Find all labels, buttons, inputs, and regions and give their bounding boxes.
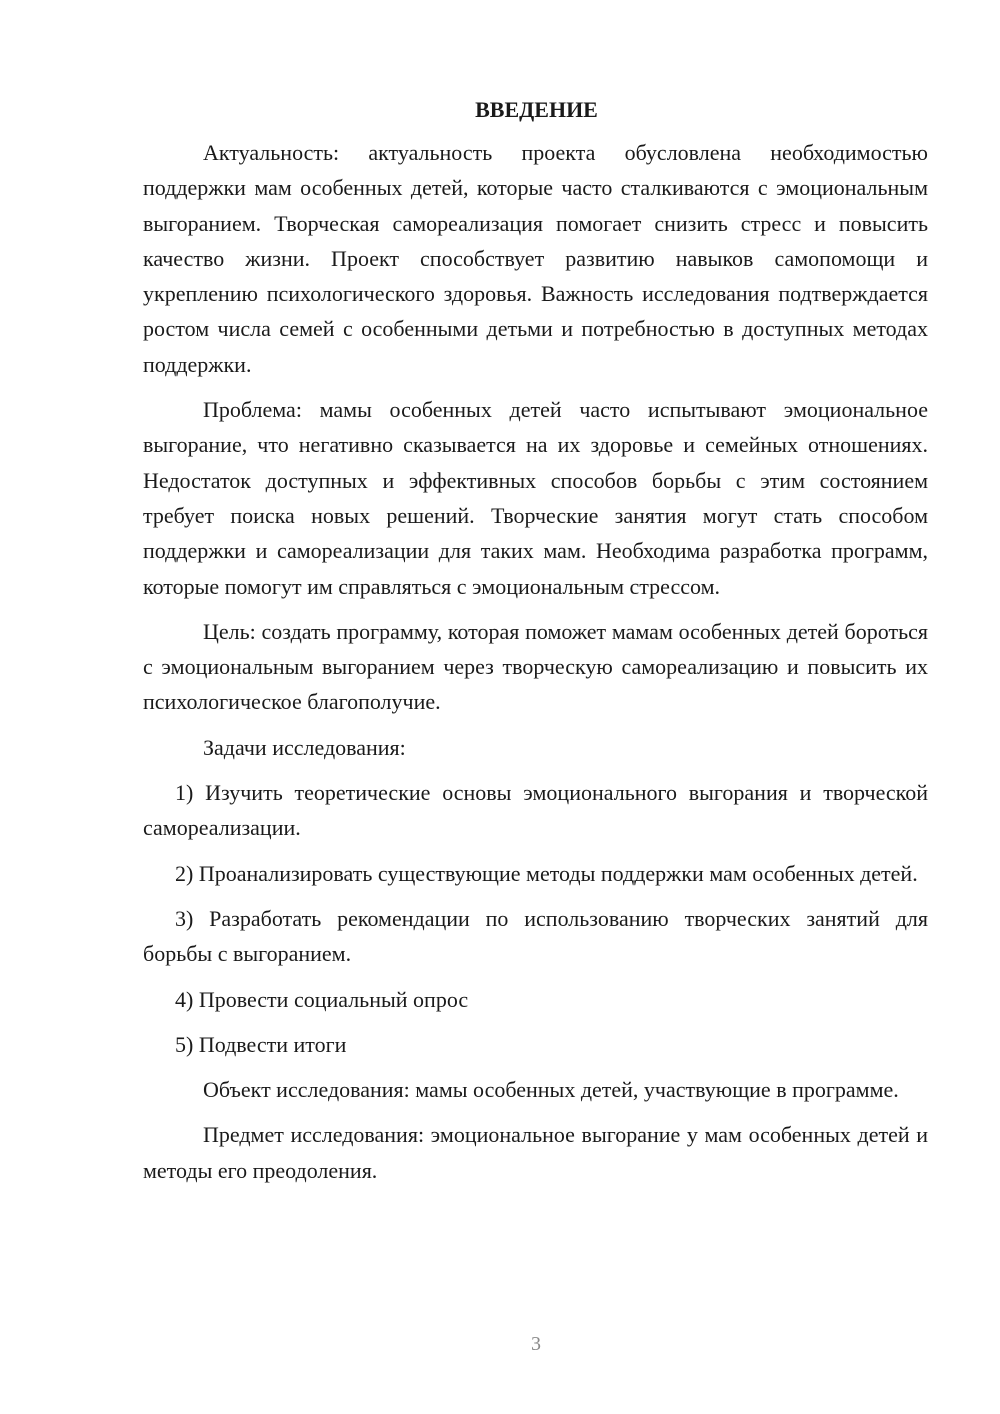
page-title: ВВЕДЕНИЕ [475, 97, 598, 122]
tasks-heading: Задачи исследования: [203, 734, 406, 760]
subject-paragraph: Предмет исследования: эмоциональное выгорание у мам особенных детей и методы его преодоления. [143, 1122, 928, 1183]
task-item: 2) Проанализировать существующие методы поддержки мам особенных детей. [175, 860, 918, 886]
task-item: 4) Провести социальный опрос [175, 986, 469, 1012]
problem-paragraph: Проблема: мамы особенных детей часто испытывают эмоциональное выгорание, что негативно сказывается на их здоровье и семейных отношениях. Недостаток доступных и эффективных способов борьбы с этим состоянием требует поиска новых решений. Творческие занятия могут стать способом поддержки и самореализации для таких мам. Необходима разработка программ, которые помогут им справляться с эмоциональным стрессом. [143, 397, 928, 599]
task-item: 1) Изучить теоретические основы эмоционального выгорания и творческой самореализации. [143, 780, 928, 841]
task-item: 5) Подвести итоги [175, 1031, 347, 1057]
object-paragraph: Объект исследования: мамы особенных детей, участвующие в программе. [203, 1077, 899, 1103]
task-item: 3) Разработать рекомендации по использованию творческих занятий для борьбы с выгоранием. [143, 905, 928, 967]
relevance-paragraph: Актуальность: актуальность проекта обусловлена необходимостью поддержки мам особенных детей, которые часто сталкиваются с эмоциональным выгоранием. Творческая самореализация помогает снизить стресс и повысить качество жизни. Проект способствует развитию навыков самопомощи и укреплению психологического здоровья. Важность исследования подтверждается ростом числа семей с особенными детьми и потребностью в доступных методах поддержки. [143, 140, 928, 377]
goal-paragraph: Цель: создать программу, которая поможет мамам особенных детей бороться с эмоциональным выгоранием через творческую самореализацию и повысить их психологическое благополучие. [143, 618, 928, 715]
document-page [143, 94, 928, 1198]
page-number: 3 [531, 1333, 541, 1355]
